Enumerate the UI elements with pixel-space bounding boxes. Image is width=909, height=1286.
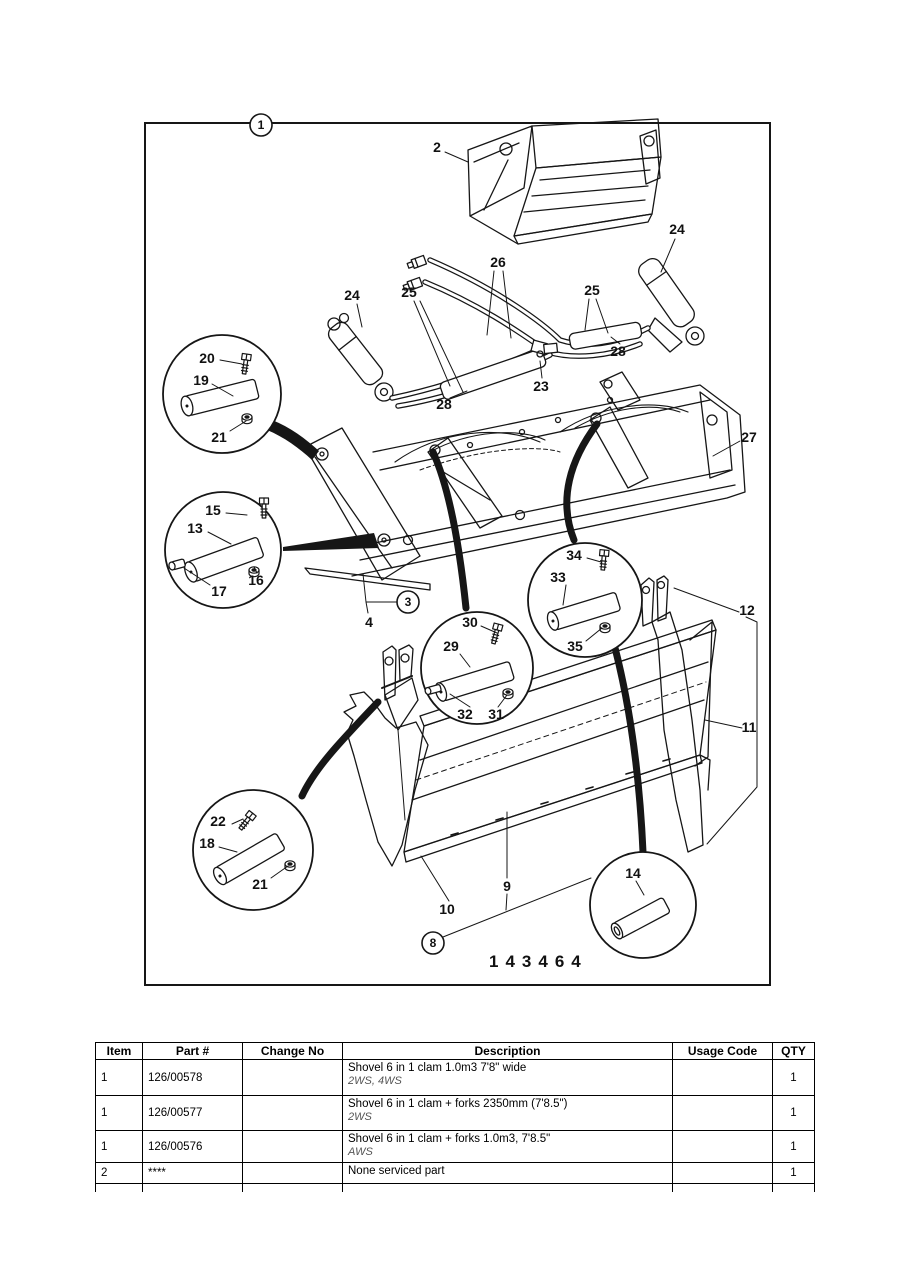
cell-item: 2: [96, 1163, 143, 1184]
cell-description: [343, 1131, 673, 1163]
cell-description: [343, 1060, 673, 1096]
cell-empty: [96, 1184, 143, 1193]
cell-part-number: 126/00577: [143, 1096, 243, 1131]
callout-label: 30: [462, 614, 478, 630]
col-header-change-no: Change No: [243, 1043, 343, 1060]
table-header-row: [96, 1043, 815, 1060]
detail-circle-14: [590, 852, 696, 958]
cell-change-no: [243, 1163, 343, 1184]
cell-part-number: 126/00576: [143, 1131, 243, 1163]
clam-frame-drawing: [305, 372, 745, 590]
description-text: None serviced part: [348, 1165, 445, 1177]
parts-table-container: [95, 1042, 817, 1192]
description-text: Shovel 6 in 1 clam + forks 2350mm (7'8.5"): [348, 1098, 568, 1110]
callout-label: 24: [669, 221, 685, 237]
usage-note-text: 2WS, 4WS: [348, 1075, 402, 1087]
lower-bucket-drawing: [344, 576, 716, 866]
callout-label: 35: [567, 638, 583, 654]
callout-label: 17: [211, 583, 227, 599]
cell-qty: 1: [773, 1096, 815, 1131]
cell-usage-code: [673, 1060, 773, 1096]
cell-description: [343, 1163, 673, 1184]
cell-usage-code: [673, 1131, 773, 1163]
callout-label: 21: [252, 876, 268, 892]
callout-label: 12: [739, 602, 755, 618]
cell-item: 1: [96, 1060, 143, 1096]
callout-label: 21: [211, 429, 227, 445]
table-row-partial: [96, 1184, 815, 1193]
cell-empty: [343, 1184, 673, 1193]
callout-label: 27: [741, 429, 757, 445]
cell-empty: [673, 1184, 773, 1193]
callout-label: 8: [429, 936, 437, 950]
callout-label: 2: [433, 139, 441, 155]
callout-label: 31: [488, 706, 504, 722]
callout-label: 13: [187, 520, 203, 536]
cell-change-no: [243, 1096, 343, 1131]
cell-empty: [243, 1184, 343, 1193]
table-row: [96, 1060, 815, 1096]
callout-label: 4: [365, 614, 373, 630]
usage-note-text: AWS: [348, 1146, 373, 1158]
callout-label: 9: [503, 878, 511, 894]
callout-label: 11: [741, 719, 757, 735]
description-text: Shovel 6 in 1 clam 1.0m3 7'8" wide: [348, 1062, 527, 1074]
callout-label: 22: [210, 813, 226, 829]
cell-qty: 1: [773, 1131, 815, 1163]
hydraulics-drawing: [325, 255, 704, 406]
callout-label: 14: [625, 865, 641, 881]
callout-label: 25: [584, 282, 600, 298]
callout-label: 19: [193, 372, 209, 388]
cell-qty: 1: [773, 1060, 815, 1096]
col-header-part: Part #: [143, 1043, 243, 1060]
table-row: [96, 1131, 815, 1163]
callout-label: 25: [401, 284, 417, 300]
col-header-item: Item: [96, 1043, 143, 1060]
drawing-number: 143464: [489, 952, 588, 971]
table-row: [96, 1163, 815, 1184]
cell-qty: 1: [773, 1163, 815, 1184]
callout-label: 28: [610, 343, 626, 359]
callout-label: 29: [443, 638, 459, 654]
cell-part-number: 126/00578: [143, 1060, 243, 1096]
top-bucket-drawing: [468, 119, 661, 244]
callout-label: 15: [205, 502, 221, 518]
cell-change-no: [243, 1060, 343, 1096]
description-text: Shovel 6 in 1 clam + forks 1.0m3, 7'8.5": [348, 1133, 551, 1145]
cell-empty: [143, 1184, 243, 1193]
callout-label: 33: [550, 569, 566, 585]
cell-description: [343, 1096, 673, 1131]
callout-label: 18: [199, 835, 215, 851]
table-row: [96, 1096, 815, 1131]
callout-label: 24: [344, 287, 360, 303]
callout-label: 10: [439, 901, 455, 917]
usage-note-text: 2WS: [348, 1111, 372, 1123]
col-header-usage-code: Usage Code: [673, 1043, 773, 1060]
cell-change-no: [243, 1131, 343, 1163]
cell-usage-code: [673, 1163, 773, 1184]
col-header-qty: QTY: [773, 1043, 815, 1060]
callout-label: 34: [566, 547, 582, 563]
callout-label: 23: [533, 378, 549, 394]
detail-pointer-arrows: [267, 420, 379, 551]
callout-label: 32: [457, 706, 473, 722]
detail-circle-33-34-35: [528, 543, 642, 657]
cell-item: 1: [96, 1096, 143, 1131]
callout-label: 28: [436, 396, 452, 412]
col-header-description: Description: [343, 1043, 673, 1060]
callout-label: 16: [248, 572, 264, 588]
cell-empty: [773, 1184, 815, 1193]
cell-item: 1: [96, 1131, 143, 1163]
parts-table: [95, 1042, 815, 1192]
callout-label: 1: [257, 118, 265, 132]
callout-label: 20: [199, 350, 215, 366]
callout-label: 26: [490, 254, 506, 270]
cell-part-number: ****: [143, 1163, 243, 1184]
cell-usage-code: [673, 1096, 773, 1131]
callout-label: 3: [404, 595, 412, 609]
